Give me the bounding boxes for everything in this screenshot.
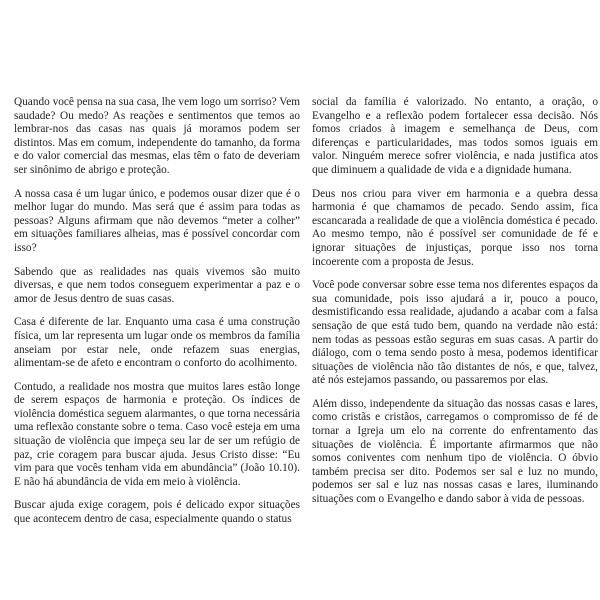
paragraph: Sabendo que as realidades nas quais vivemos são muito diversas, e que nem todos conseguem experimentar a paz e o amor de Jesus dentro de suas casas. [14,265,300,305]
left-column [14,96,300,537]
paragraph: Quando você pensa na sua casa, lhe vem logo um sorriso? Vem saudade? Ou medo? As reações e sentimentos que temos ao lembrar-nos das casas nas quais já moramos podem ser distintos. Mas em comum, independente do tamanho, da forma e do valor comercial das mesmas, elas têm o fato de deveriam ser sinônimo de abrigo e proteção. [14,96,300,176]
paragraph: Deus nos criou para viver em harmonia e a quebra dessa harmonia é que chamamos de pecado. Sendo assim, fica escancarada a realidade de que a violência doméstica é pecado. Ao mesmo tempo, não é possível ser comunidade de fé e ignorar situações de injustiças, porque isso nos torna incoerente com a proposta de Jesus. [312,187,598,268]
paragraph: A nossa casa é um lugar único, e podemos ousar dizer que é o melhor lugar do mundo. Mas será que é assim para todas as pessoas? Alguns afirmam que não devemos “meter a colher” em situações familiares alheias, mas é possível concordar com isso? [14,187,300,254]
paragraph: Além disso, independente da situação das nossas casas e lares, como cristãs e cristãos, carregamos o compromisso de fé de tornar a Igreja um elo na corrente do enfrentamento das situações de violência. É importante afirmarmos que não somos coniventes com nenhum tipo de violência. O óbvio também precisa ser dito. Podemos ser sal e luz no mundo, podemos ser sal e luz nas nossas casas e lares, iluminando situações com o Evangelho e dando sabor à vida de pessoas. [312,397,598,506]
paragraph: Casa é diferente de lar. Enquanto uma casa é uma construção física, um lar representa um lugar onde os membros da família anseiam por estar nele, onde refazem suas energias, alimentam-se de afeto e encontram o conforto do acolhimento. [14,316,300,370]
paragraph: Buscar ajuda exige coragem, pois é delicado expor situações que acontecem dentro de casa, especialmente quando o status [14,499,300,526]
paragraph: social da família é valorizado. No entanto, a oração, o Evangelho e a reflexão podem fortalecer essa decisão. Nós fomos criados à imagem e semelhança de Deus, com diferenças e particularidades, mas todos somos iguais em valor. Ninguém merece sofrer violência, e nada justifica atos que diminuem a qualidade de vida e a dignidade humana. [312,96,598,176]
right-column [312,96,598,517]
paragraph: Você pode conversar sobre esse tema nos diferentes espaços da sua comunidade, pois isso ajudará a ir, pouco a pouco, desmistificando essa realidade, ajudando a acabar com a falsa sensação de que está tudo bem, quando na verdade não está: nem todas as pessoas estão seguras em suas casas. A partir do diálogo, com o tema sendo posto à mesa, podemos identificar situações de violência não tão distantes de nós, e que, talvez, até nós estejamos passando, ou passaremos por elas. [312,279,598,387]
paragraph: Contudo, a realidade nos mostra que muitos lares estão longe de serem espaços de harmonia e proteção. Os índices de violência doméstica seguem alarmantes, o que torna necessária uma reflexão constante sobre o tema. Caso você esteja em uma situação de violência que impeça seu lar de ser um refúgio de paz, crie coragem para buscar ajuda. Jesus Cristo disse: “Eu vim para que vocês tenham vida em abundância” (João 10.10). E não há abundância de vida em meio à violência. [14,380,300,488]
